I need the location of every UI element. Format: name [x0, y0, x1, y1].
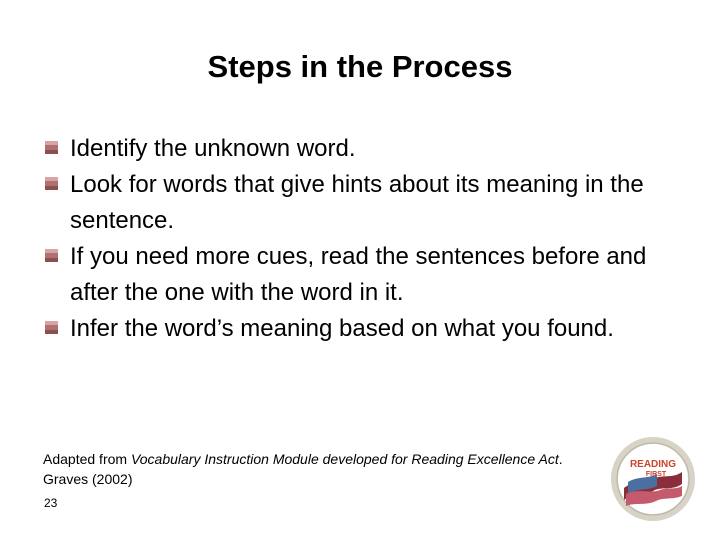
- reading-first-seal-icon: [610, 436, 696, 522]
- square-bullet-icon: [44, 248, 59, 263]
- bullet-item: [44, 239, 664, 311]
- page-number: 23: [44, 496, 58, 510]
- square-bullet-icon: [44, 140, 59, 155]
- bullet-text: If you need more cues, read the sentences before and after the one with the word in it.: [70, 243, 647, 306]
- citation-source-title: Vocabulary Instruction Module developed for Reading Excellence Act: [130, 451, 559, 467]
- square-bullet-icon: [44, 320, 59, 335]
- logo-first-text: FIRST: [645, 471, 667, 478]
- bullet-text: Identify the unknown word.: [70, 135, 356, 162]
- square-bullet-icon: [44, 176, 59, 191]
- slide-title: Steps in the Process: [207, 49, 513, 84]
- citation-prefix: Adapted from: [43, 451, 131, 467]
- citation: [43, 449, 563, 489]
- bullet-text: Infer the word’s meaning based on what you found.: [70, 315, 614, 342]
- bullet-text: Look for words that give hints about its meaning in the sentence.: [70, 171, 644, 234]
- logo-reading-text: READING: [629, 459, 677, 470]
- citation-suffix: . Graves (2002): [43, 451, 563, 487]
- bullet-list: [44, 131, 664, 347]
- bullet-item: [44, 167, 664, 239]
- bullet-item: [44, 311, 664, 347]
- bullet-item: [44, 131, 664, 167]
